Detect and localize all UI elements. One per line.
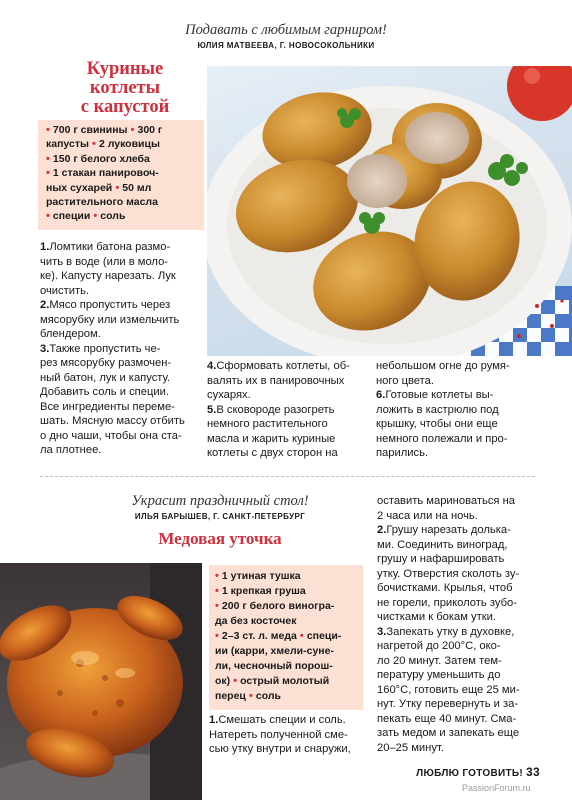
- bullet-icon: •: [46, 124, 53, 136]
- recipe1-title-line: котлеты: [89, 78, 161, 98]
- ingredient-line: [215, 689, 359, 704]
- step-text: небольшом огне до румя-: [376, 360, 510, 372]
- duck-illustration: [0, 563, 202, 800]
- recipe1-author: ЮЛИЯ МАТВЕЕВА, Г. НОВОСОКОЛЬНИКИ: [197, 41, 375, 50]
- step-text: Натереть полученной сме-: [209, 728, 348, 741]
- step-text: Смешать специи и соль.: [218, 714, 346, 726]
- step-text: крышку, чтобы они еще: [376, 418, 498, 430]
- recipe2-author: ИЛЬЯ БАРЫШЕВ, Г. САНКТ-ПЕТЕРБУРГ: [134, 512, 306, 521]
- step-line: [207, 374, 365, 389]
- step-line: [207, 388, 365, 403]
- step-text: о дно чаши, чтобы она ста-: [40, 429, 182, 442]
- step-text: Также пропустить че-: [49, 342, 161, 355]
- recipe-step: [40, 240, 206, 298]
- step-line: [377, 741, 537, 756]
- step-line: [209, 713, 369, 728]
- step-text: не горели, приколоть зубо-: [377, 596, 517, 609]
- step-line: [377, 509, 537, 524]
- recipe1-steps-col1: [40, 240, 206, 458]
- recipe1-tagline: Подавать с любимым гарниром!: [185, 22, 387, 38]
- step-text: масла и жарить куриные: [207, 432, 336, 445]
- step-line: [40, 443, 206, 458]
- step-text: ного цвета.: [376, 374, 434, 387]
- step-text: Ломтики батона размо-: [49, 241, 171, 253]
- step-text: чистками к бокам утки.: [377, 611, 496, 623]
- ingredient-line: [46, 195, 200, 209]
- bullet-icon: •: [215, 570, 222, 582]
- step-text: ла плотнее.: [40, 444, 102, 456]
- bullet-icon: •: [296, 630, 307, 642]
- ingredient-text: 700 г свинины: [52, 124, 128, 136]
- step-number: 5.: [207, 403, 217, 416]
- step-text: ный батон, лук и капусту.: [40, 371, 171, 384]
- step-text: пературу уменьшить до: [377, 669, 501, 681]
- ingredient-line: [215, 584, 359, 599]
- ingredient-text: ли, чесночный порош-: [215, 660, 333, 672]
- step-text: Добавить соль и специи.: [40, 386, 169, 398]
- recipe2-ingredients: [209, 565, 363, 710]
- step-text: нагретой до 200°С, око-: [377, 640, 501, 652]
- ingredient-line: [215, 629, 359, 644]
- step-text: ке). Капусту нарезать. Лук: [40, 270, 176, 282]
- recipe1-title-line: Куриные: [86, 59, 164, 79]
- bullet-icon: •: [46, 167, 53, 180]
- ingredient-line: [46, 152, 200, 166]
- recipe1-steps-col3: [376, 359, 536, 461]
- step-text: мясорубку или измельчить: [40, 313, 180, 326]
- step-line: [209, 728, 369, 743]
- ingredient-line: [46, 123, 200, 137]
- step-text: Грушу нарезать долька-: [386, 524, 511, 536]
- recipe1-ingredients: [38, 120, 204, 230]
- bullet-icon: •: [245, 690, 256, 702]
- step-line: [40, 327, 206, 342]
- section-divider: [40, 476, 535, 477]
- magazine-name: ЛЮБЛЮ ГОТОВИТЬ!: [416, 768, 524, 779]
- ingredient-text: острый молотый: [240, 675, 330, 687]
- step-line: [376, 417, 536, 432]
- ingredient-line: [46, 181, 200, 195]
- step-line: [376, 432, 536, 447]
- step-number: 2.: [377, 524, 387, 536]
- ingredient-line: [215, 674, 359, 689]
- step-line: [209, 742, 369, 757]
- bullet-icon: •: [46, 210, 53, 223]
- step-line: [40, 284, 206, 299]
- bullet-icon: •: [215, 630, 222, 642]
- step-line: [207, 403, 365, 418]
- step-line: [376, 374, 536, 389]
- ingredient-text: ных сухарей: [46, 181, 113, 194]
- step-line: [40, 240, 206, 255]
- ingredient-line: [46, 166, 200, 180]
- step-line: [40, 414, 206, 429]
- watermark: PassionForum.ru: [462, 783, 531, 793]
- bullet-icon: •: [230, 675, 241, 687]
- step-number: 1.: [40, 241, 50, 253]
- step-line: [377, 712, 537, 727]
- step-line: [40, 298, 206, 313]
- step-line: [40, 385, 206, 400]
- recipe2-tagline: Украсит праздничный стол!: [131, 493, 309, 509]
- step-line: [40, 342, 206, 357]
- step-number: 2.: [40, 299, 50, 311]
- step-line: [207, 446, 365, 461]
- recipe1-title-line: с капустой: [80, 97, 170, 117]
- step-line: [377, 538, 537, 553]
- step-line: [377, 552, 537, 567]
- step-text: Сформовать котлеты, об-: [216, 360, 350, 372]
- page-number: 33: [526, 765, 540, 779]
- ingredient-line: [215, 659, 359, 674]
- ingredient-text: 50 мл: [122, 181, 152, 194]
- step-line: [376, 359, 536, 374]
- recipe-step: [207, 359, 365, 403]
- ingredient-text: 200 г белого виногра-: [221, 600, 335, 612]
- ingredient-line: [215, 644, 359, 659]
- step-line: [377, 683, 537, 698]
- step-text: ми. Соединить виноград,: [377, 538, 508, 551]
- step-text: блендером.: [40, 328, 101, 340]
- ingredient-text: 150 г белого хлеба: [52, 152, 150, 165]
- ingredient-text: 1 утиная тушка: [221, 570, 301, 582]
- step-text: пекать еще 40 минут. Сма-: [377, 712, 517, 725]
- bullet-icon: •: [215, 600, 222, 612]
- recipe2-steps-col2: [377, 494, 537, 755]
- recipe2-steps-col1: [209, 713, 369, 757]
- recipe1-title: [55, 60, 195, 117]
- recipe-step: [40, 342, 206, 458]
- step-text: рез мясорубку размочен-: [40, 357, 172, 369]
- step-text: шать. Мясную массу отбить: [40, 415, 185, 427]
- recipe2-title: Медовая уточка: [158, 529, 282, 548]
- step-text: парились.: [376, 447, 429, 459]
- step-line: [377, 625, 537, 640]
- step-line: [377, 610, 537, 625]
- step-line: [40, 255, 206, 270]
- ingredient-text: растительного масла: [46, 196, 158, 209]
- bullet-icon: •: [88, 138, 99, 151]
- step-line: [376, 403, 536, 418]
- step-text: ло 20 минут. Затем тем-: [377, 654, 502, 667]
- step-line: [40, 356, 206, 371]
- cutlets-photo: [207, 66, 572, 356]
- step-line: [376, 388, 536, 403]
- step-text: 2 часа или на ночь.: [377, 509, 478, 522]
- recipe-step: [377, 494, 537, 523]
- step-line: [207, 432, 365, 447]
- ingredient-text: перец: [215, 690, 246, 702]
- ingredient-text: ок): [215, 675, 231, 687]
- step-text: оставить мариноваться на: [377, 495, 515, 507]
- step-line: [377, 567, 537, 582]
- ingredient-text: капусты: [46, 138, 89, 151]
- step-text: Запекать утку в духовке,: [386, 625, 515, 638]
- recipe-step: [377, 523, 537, 625]
- bullet-icon: •: [112, 181, 123, 194]
- step-number: 3.: [377, 625, 387, 638]
- step-line: [377, 654, 537, 669]
- recipe-step: [376, 388, 536, 461]
- step-text: 20–25 минут.: [377, 741, 444, 754]
- ingredient-text: 1 крепкая груша: [221, 585, 306, 597]
- step-number: 6.: [376, 389, 386, 401]
- step-line: [207, 359, 365, 374]
- step-text: сухарях.: [207, 389, 251, 401]
- bullet-icon: •: [90, 210, 101, 223]
- ingredient-text: специи: [52, 210, 91, 223]
- ingredient-line: [215, 599, 359, 614]
- bullet-icon: •: [127, 124, 138, 136]
- step-text: бочистками. Крылья, чтоб: [377, 582, 513, 594]
- step-line: [377, 581, 537, 596]
- duck-photo: [0, 563, 202, 800]
- recipe-step: [40, 298, 206, 342]
- step-text: В сковороде разогреть: [216, 403, 335, 416]
- step-text: 160°С, готовить еще 25 ми-: [377, 683, 520, 696]
- ingredient-line: [215, 614, 359, 629]
- ingredient-text: да без косточек: [215, 615, 297, 627]
- step-text: утку. Отверстия сколоть зу-: [377, 567, 520, 580]
- step-text: Готовые котлеты вы-: [385, 389, 494, 401]
- bullet-icon: •: [46, 152, 53, 165]
- step-line: [377, 668, 537, 683]
- ingredient-text: 300 г: [137, 124, 163, 136]
- step-text: Мясо пропустить через: [49, 299, 171, 311]
- recipe1-steps-col2: [207, 359, 365, 461]
- recipe-step: [376, 359, 536, 388]
- recipe-step: [209, 713, 369, 757]
- step-text: валять их в панировочных: [207, 374, 345, 387]
- step-line: [376, 446, 536, 461]
- step-number: 1.: [209, 714, 219, 726]
- ingredient-line: [46, 209, 200, 223]
- ingredient-text: 1 стакан панировоч-: [52, 167, 159, 180]
- step-text: ложить в кастрюлю под: [376, 403, 499, 416]
- step-text: немного растительного: [207, 418, 328, 430]
- page-footer: [400, 765, 540, 779]
- step-text: грушу и нафаршировать: [377, 553, 505, 565]
- recipe1-header: [0, 22, 572, 50]
- step-number: 4.: [207, 360, 217, 372]
- step-line: [40, 400, 206, 415]
- step-text: чить в воде (или в моло-: [40, 255, 169, 268]
- step-line: [377, 494, 537, 509]
- step-line: [40, 313, 206, 328]
- step-line: [377, 639, 537, 654]
- ingredient-text: соль: [255, 690, 281, 702]
- recipe2-header: [70, 493, 370, 521]
- step-line: [377, 596, 537, 611]
- ingredient-line: [46, 137, 200, 151]
- step-number: 3.: [40, 342, 50, 355]
- recipe-step: [377, 625, 537, 756]
- bullet-icon: •: [215, 585, 222, 597]
- ingredient-text: ии (карри, хмели-суне-: [215, 645, 334, 657]
- step-text: зать медом и запекать еще: [377, 727, 520, 739]
- ingredient-text: 2 луковицы: [98, 138, 160, 151]
- ingredient-text: 2–3 ст. л. меда: [221, 630, 297, 642]
- step-text: нут. Утку перевернуть и за-: [377, 698, 519, 710]
- step-line: [377, 726, 537, 741]
- step-line: [377, 523, 537, 538]
- step-line: [40, 371, 206, 386]
- recipe-step: [207, 403, 365, 461]
- step-text: Все ингредиенты переме-: [40, 400, 175, 413]
- step-line: [40, 269, 206, 284]
- step-line: [377, 697, 537, 712]
- step-line: [40, 429, 206, 444]
- ingredient-line: [215, 569, 359, 584]
- ingredient-text: специ-: [306, 630, 342, 642]
- step-text: немного полежали и про-: [376, 432, 508, 445]
- step-text: сью утку внутри и снаружи,: [209, 743, 351, 755]
- step-text: очистить.: [40, 284, 90, 297]
- step-text: котлеты с двух сторон на: [207, 447, 338, 459]
- ingredient-text: соль: [100, 210, 126, 223]
- step-line: [207, 417, 365, 432]
- cutlets-illustration: [207, 66, 572, 356]
